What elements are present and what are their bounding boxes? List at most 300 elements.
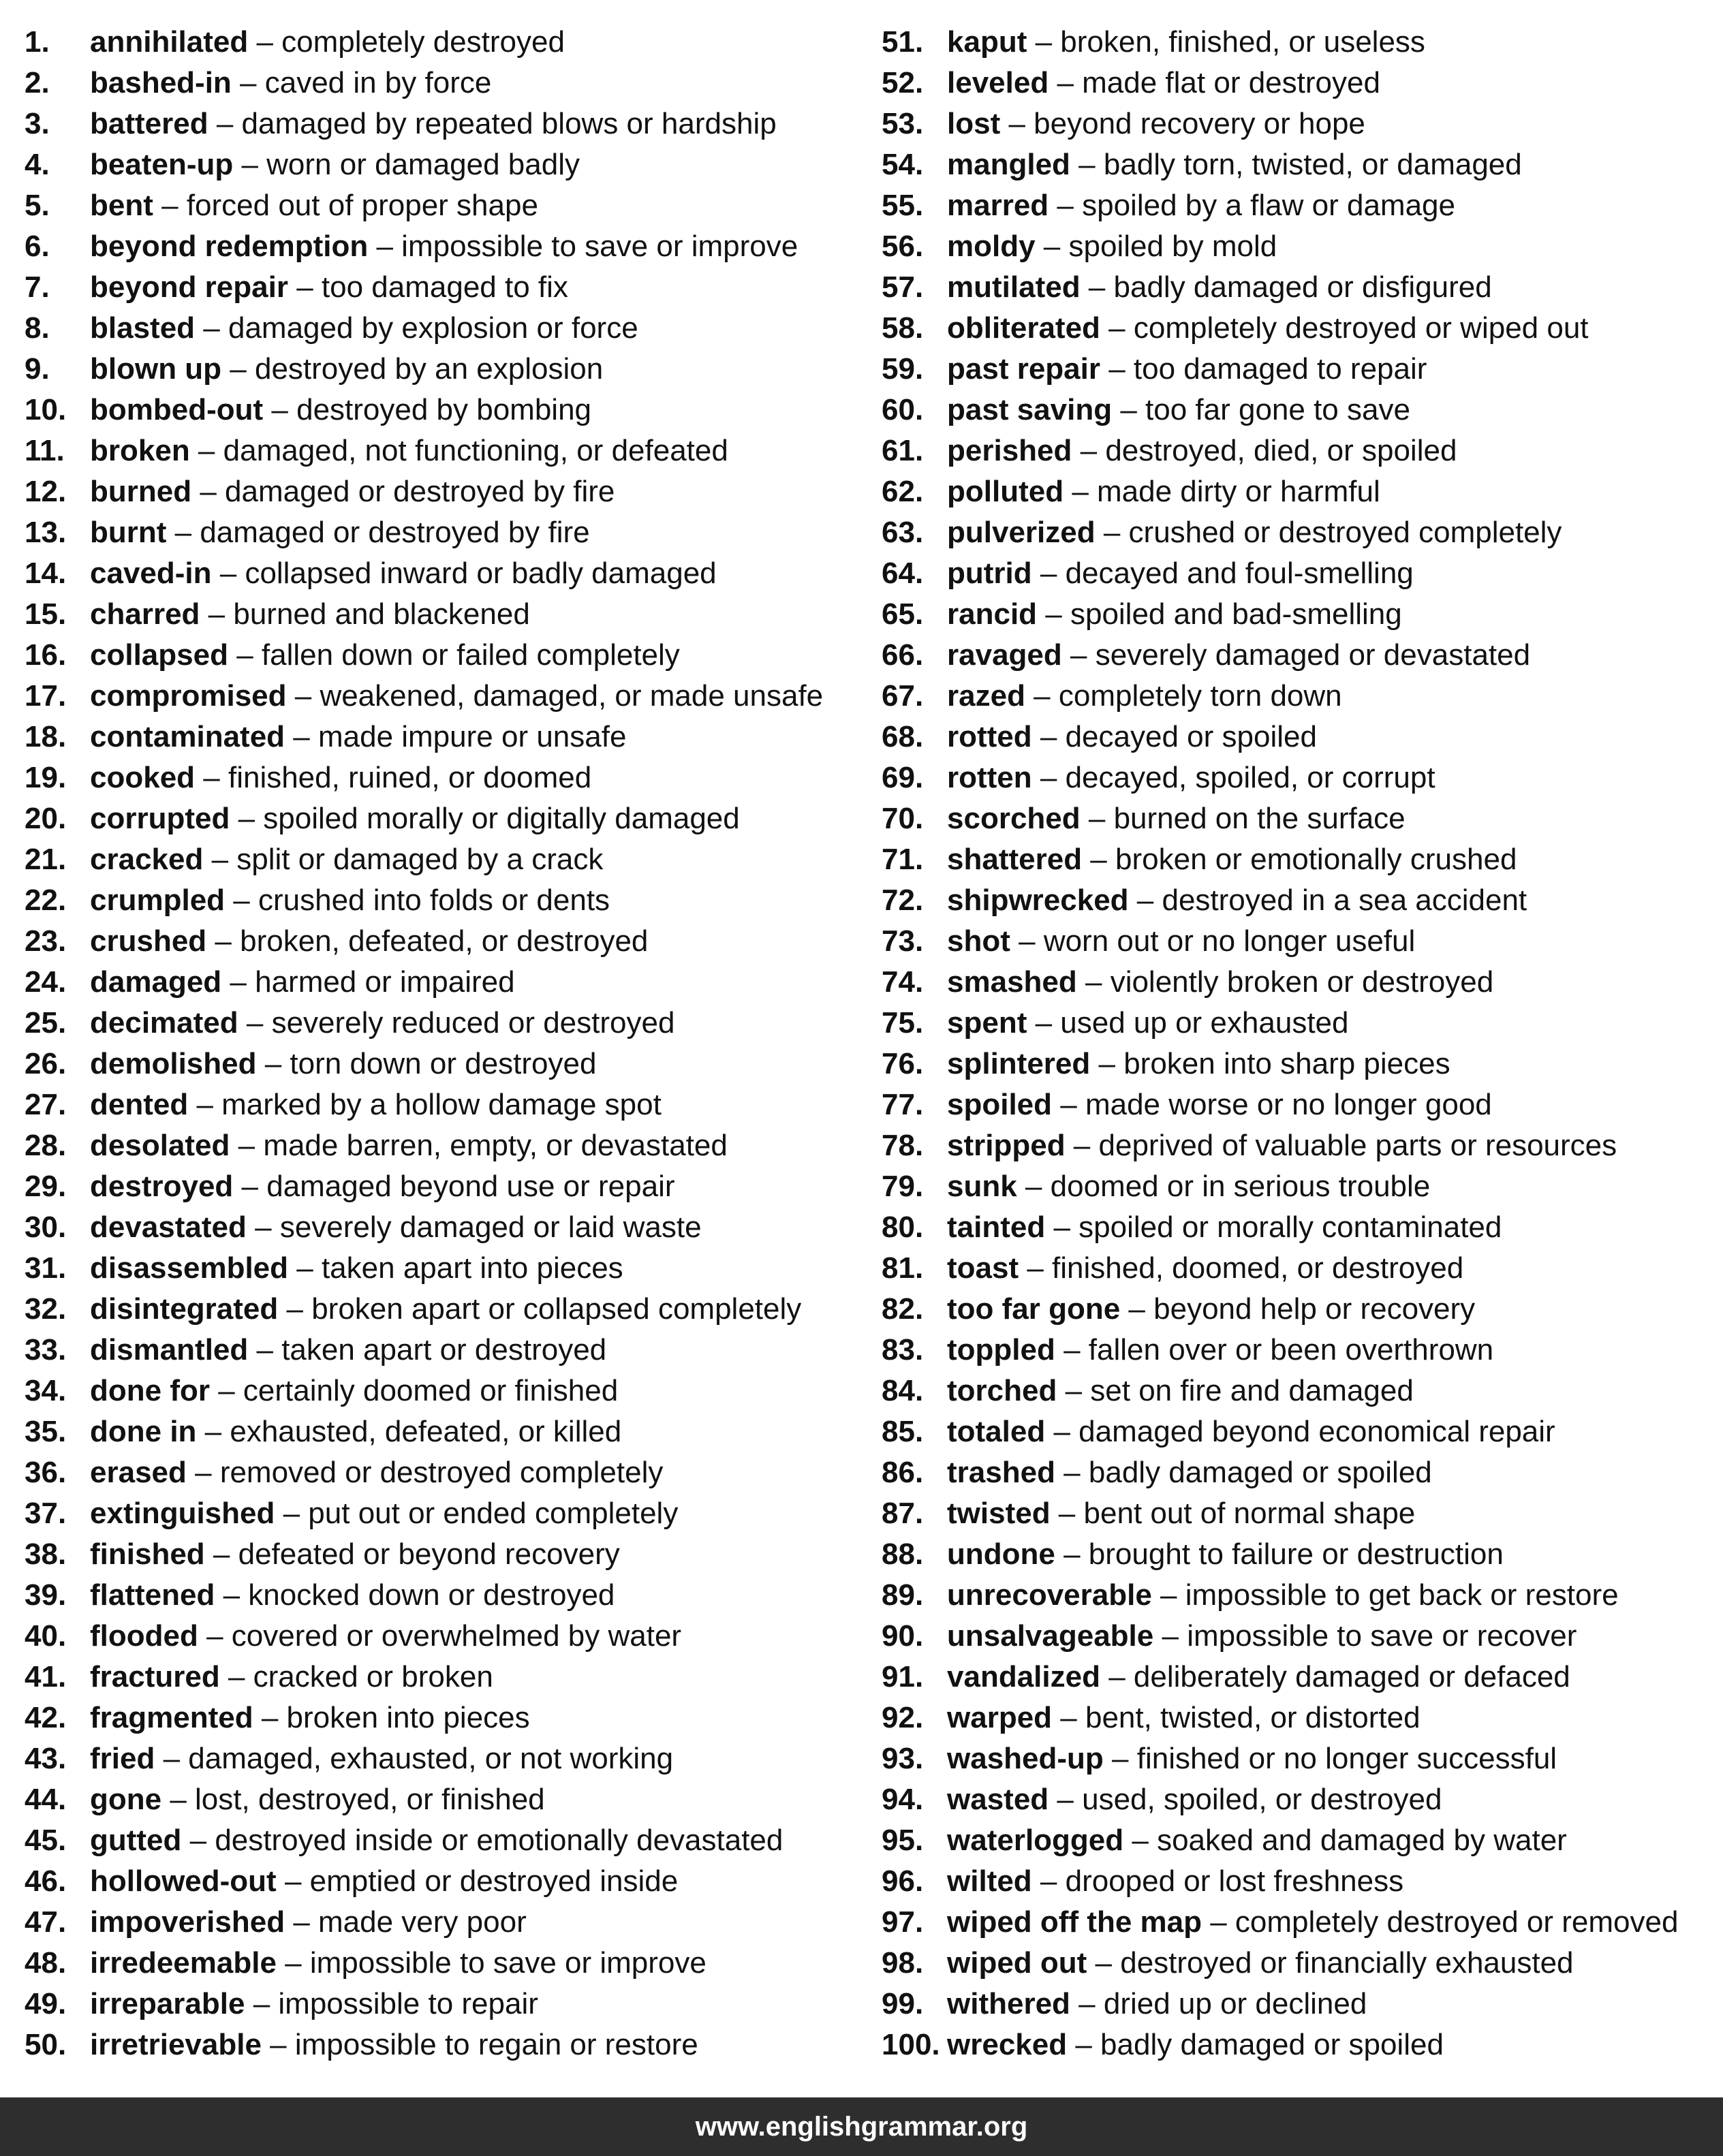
item-word: wrecked <box>947 2028 1068 2061</box>
item-number: 30. <box>25 1210 67 1244</box>
item-definition: decayed or spoiled <box>1065 720 1317 753</box>
item-separator: – <box>285 1905 319 1939</box>
item-definition: made very poor <box>318 1905 527 1939</box>
item-separator: – <box>195 311 228 345</box>
item-word: demolished <box>90 1047 257 1080</box>
item-word: done for <box>90 1374 210 1407</box>
item-separator: – <box>1112 393 1146 426</box>
item-number: 34. <box>25 1374 67 1407</box>
list-item <box>882 839 1720 880</box>
list-item <box>25 1698 876 1738</box>
item-number: 11. <box>25 434 65 467</box>
list-item <box>882 1943 1720 1984</box>
item-word: obliterated <box>947 311 1100 345</box>
item-separator: – <box>1027 1006 1061 1040</box>
item-word: wiped out <box>947 1946 1087 1980</box>
list-item <box>25 471 876 512</box>
item-separator: – <box>248 1333 282 1366</box>
list-item <box>25 1371 876 1411</box>
item-separator: – <box>245 1987 279 2020</box>
item-definition: spoiled morally or digitally damaged <box>263 802 740 835</box>
item-number: 79. <box>882 1170 924 1203</box>
item-separator: – <box>166 516 200 549</box>
item-definition: badly damaged or spoiled <box>1088 1456 1432 1489</box>
item-definition: harmed or impaired <box>255 965 515 999</box>
item-definition: soaked and damaged by water <box>1157 1824 1567 1857</box>
item-number: 60. <box>882 393 924 426</box>
item-definition: decayed and foul-smelling <box>1065 557 1414 590</box>
item-word: wilted <box>947 1864 1032 1898</box>
item-definition: made barren, empty, or devastated <box>263 1129 728 1162</box>
item-number: 96. <box>882 1864 924 1898</box>
item-definition: too damaged to repair <box>1133 352 1427 386</box>
item-word: wasted <box>947 1783 1049 1816</box>
item-definition: used, spoiled, or destroyed <box>1082 1783 1442 1816</box>
list-item <box>882 1820 1720 1861</box>
item-word: blasted <box>90 311 196 345</box>
item-separator: – <box>1080 270 1114 304</box>
item-definition: worn or damaged badly <box>266 148 580 181</box>
list-item <box>25 676 876 717</box>
item-definition: worn out or no longer useful <box>1043 924 1416 958</box>
list-item <box>25 1575 876 1616</box>
item-definition: used up or exhausted <box>1060 1006 1349 1040</box>
list-item <box>882 471 1720 512</box>
item-definition: finished, ruined, or doomed <box>228 761 592 794</box>
item-number: 71. <box>882 843 924 876</box>
item-definition: bent, twisted, or distorted <box>1085 1701 1421 1734</box>
item-definition: completely destroyed <box>281 25 565 59</box>
list-item <box>882 962 1720 1003</box>
list-item <box>882 1616 1720 1657</box>
item-definition: emptied or destroyed inside <box>309 1864 679 1898</box>
item-word: destroyed <box>90 1170 234 1203</box>
item-separator: – <box>1045 1210 1079 1244</box>
item-separator: – <box>1031 557 1066 590</box>
item-word: devastated <box>90 1210 247 1244</box>
list-item <box>882 1125 1720 1166</box>
item-separator: – <box>1052 1088 1085 1121</box>
item-number: 41. <box>25 1660 67 1693</box>
item-word: desolated <box>90 1129 230 1162</box>
item-definition: fallen over or been overthrown <box>1088 1333 1494 1366</box>
item-number: 89. <box>882 1578 924 1612</box>
item-word: washed-up <box>947 1742 1104 1775</box>
footer-url[interactable]: www.englishgrammar.org <box>695 2112 1028 2142</box>
item-word: blown up <box>90 352 222 386</box>
list-item <box>25 63 876 104</box>
list-item <box>25 267 876 308</box>
item-definition: damaged beyond economical repair <box>1078 1415 1555 1448</box>
list-item <box>882 1452 1720 1493</box>
item-number: 4. <box>25 148 50 181</box>
item-number: 77. <box>882 1088 924 1121</box>
item-number: 97. <box>882 1905 924 1939</box>
item-separator: – <box>1045 1415 1079 1448</box>
item-definition: weakened, damaged, or made unsafe <box>320 679 824 713</box>
item-separator: – <box>1031 720 1066 753</box>
item-definition: badly damaged or disfigured <box>1113 270 1492 304</box>
list-item <box>25 594 876 635</box>
item-separator: – <box>1052 1701 1085 1734</box>
item-separator: – <box>1067 2028 1101 2061</box>
item-number: 67. <box>882 679 924 713</box>
item-number: 100. <box>882 2028 940 2061</box>
item-separator: – <box>1065 1129 1099 1162</box>
item-word: totaled <box>947 1415 1046 1448</box>
list-item <box>882 349 1720 390</box>
list-item <box>882 798 1720 839</box>
item-separator: – <box>1000 107 1034 140</box>
item-word: unsalvageable <box>947 1619 1154 1653</box>
item-number: 87. <box>882 1497 924 1530</box>
item-separator: – <box>1049 189 1083 222</box>
item-number: 84. <box>882 1374 924 1407</box>
item-separator: – <box>1057 1374 1091 1407</box>
item-definition: broken into pieces <box>286 1701 530 1734</box>
item-separator: – <box>200 597 234 631</box>
list-item <box>25 839 876 880</box>
item-number: 66. <box>882 638 924 672</box>
item-number: 31. <box>25 1251 67 1285</box>
item-word: trashed <box>947 1456 1055 1489</box>
list-item <box>882 1003 1720 1044</box>
item-word: fried <box>90 1742 155 1775</box>
item-word: toast <box>947 1251 1019 1285</box>
list-item <box>882 185 1720 226</box>
item-number: 85. <box>882 1415 924 1448</box>
item-separator: – <box>225 884 258 917</box>
item-separator: – <box>1035 230 1069 263</box>
list-item <box>882 2025 1720 2065</box>
item-number: 61. <box>882 434 924 467</box>
list-item <box>882 1534 1720 1575</box>
item-definition: destroyed, died, or spoiled <box>1105 434 1457 467</box>
item-definition: damaged by explosion or force <box>228 311 638 345</box>
item-word: burned <box>90 475 192 508</box>
item-word: damaged <box>90 965 222 999</box>
item-separator: – <box>1050 1497 1084 1530</box>
list-item <box>882 1657 1720 1698</box>
item-separator: – <box>248 25 282 59</box>
item-number: 33. <box>25 1333 67 1366</box>
item-separator: – <box>231 66 265 99</box>
list-item <box>882 390 1720 431</box>
item-separator: – <box>288 1251 322 1285</box>
item-word: irreparable <box>90 1987 245 2020</box>
item-separator: – <box>209 1374 243 1407</box>
item-separator: – <box>1064 475 1098 508</box>
item-separator: – <box>1049 1783 1083 1816</box>
list-item <box>882 512 1720 553</box>
item-definition: damaged, exhausted, or not working <box>188 1742 674 1775</box>
item-separator: – <box>161 1783 196 1816</box>
item-definition: damaged or destroyed by fire <box>200 516 590 549</box>
item-definition: destroyed in a sea accident <box>1162 884 1527 917</box>
item-definition: impossible to regain or restore <box>294 2028 698 2061</box>
item-word: spoiled <box>947 1088 1053 1121</box>
item-definition: crushed or destroyed completely <box>1128 516 1562 549</box>
item-definition: impossible to repair <box>278 1987 538 2020</box>
item-number: 38. <box>25 1537 67 1571</box>
list-item <box>882 1575 1720 1616</box>
item-word: disintegrated <box>90 1292 279 1326</box>
list-item <box>25 144 876 185</box>
item-number: 90. <box>882 1619 924 1653</box>
item-definition: dried up or declined <box>1103 1987 1367 2020</box>
item-separator: – <box>228 638 262 672</box>
item-number: 18. <box>25 720 67 753</box>
item-word: mangled <box>947 148 1070 181</box>
item-number: 28. <box>25 1129 67 1162</box>
list-item <box>882 1984 1720 2025</box>
item-definition: broken or emotionally crushed <box>1115 843 1517 876</box>
list-item <box>882 308 1720 349</box>
item-definition: damaged by repeated blows or hardship <box>241 107 777 140</box>
item-definition: broken, finished, or useless <box>1060 25 1425 59</box>
item-word: charred <box>90 597 200 631</box>
footer-bar <box>0 2097 1723 2156</box>
list-item <box>882 63 1720 104</box>
item-number: 99. <box>882 1987 924 2020</box>
item-separator: – <box>1016 1170 1051 1203</box>
item-word: beyond redemption <box>90 230 369 263</box>
list-item <box>882 1289 1720 1330</box>
list-item <box>25 635 876 676</box>
list-item <box>25 1248 876 1289</box>
item-definition: finished or no longer successful <box>1136 1742 1557 1775</box>
item-word: dismantled <box>90 1333 249 1366</box>
item-word: caved-in <box>90 557 212 590</box>
item-number: 1. <box>25 25 50 59</box>
item-separator: – <box>276 1864 310 1898</box>
item-definition: made worse or no longer good <box>1085 1088 1492 1121</box>
item-number: 10. <box>25 393 67 426</box>
item-number: 43. <box>25 1742 67 1775</box>
item-number: 25. <box>25 1006 67 1040</box>
item-number: 52. <box>882 66 924 99</box>
item-definition: badly damaged or spoiled <box>1100 2028 1444 2061</box>
item-word: beaten-up <box>90 148 234 181</box>
item-definition: finished, doomed, or destroyed <box>1052 1251 1464 1285</box>
item-definition: decayed, spoiled, or corrupt <box>1065 761 1435 794</box>
item-definition: crushed into folds or dents <box>258 884 610 917</box>
item-number: 21. <box>25 843 67 876</box>
item-separator: – <box>238 1006 272 1040</box>
item-word: rancid <box>947 597 1038 631</box>
item-word: irredeemable <box>90 1946 277 1980</box>
item-definition: too far gone to save <box>1145 393 1410 426</box>
item-definition: completely destroyed or removed <box>1235 1905 1679 1939</box>
item-word: pulverized <box>947 516 1096 549</box>
item-word: bombed-out <box>90 393 264 426</box>
item-separator: – <box>263 393 297 426</box>
list-item <box>882 1861 1720 1902</box>
item-definition: destroyed inside or emotionally devastated <box>215 1824 783 1857</box>
item-word: spent <box>947 1006 1027 1040</box>
item-word: erased <box>90 1456 187 1489</box>
item-number: 47. <box>25 1905 67 1939</box>
list-item <box>25 226 876 267</box>
list-item <box>882 267 1720 308</box>
list-item <box>25 390 876 431</box>
list-item <box>882 880 1720 921</box>
item-number: 55. <box>882 189 924 222</box>
item-word: marred <box>947 189 1049 222</box>
item-definition: broken, defeated, or destroyed <box>240 924 649 958</box>
item-number: 23. <box>25 924 67 958</box>
list-item <box>25 1779 876 1820</box>
list-item <box>25 1044 876 1084</box>
item-number: 64. <box>882 557 924 590</box>
item-number: 53. <box>882 107 924 140</box>
item-definition: spoiled by mold <box>1068 230 1277 263</box>
item-separator: – <box>195 761 228 794</box>
item-word: extinguished <box>90 1497 275 1530</box>
item-definition: marked by a hollow damage spot <box>221 1088 662 1121</box>
item-number: 92. <box>882 1701 924 1734</box>
item-number: 24. <box>25 965 67 999</box>
item-separator: – <box>230 1129 264 1162</box>
item-separator: – <box>215 1578 249 1612</box>
item-word: sunk <box>947 1170 1017 1203</box>
item-definition: beyond help or recovery <box>1153 1292 1476 1326</box>
item-word: scorched <box>947 802 1081 835</box>
item-definition: removed or destroyed completely <box>219 1456 664 1489</box>
item-word: razed <box>947 679 1025 713</box>
list-item <box>25 1657 876 1698</box>
item-word: annihilated <box>90 25 249 59</box>
item-separator: – <box>368 230 402 263</box>
item-word: bent <box>90 189 153 222</box>
item-word: burnt <box>90 516 167 549</box>
item-definition: completely destroyed or wiped out <box>1133 311 1589 345</box>
list-item <box>882 1044 1720 1084</box>
item-separator: – <box>278 1292 312 1326</box>
item-separator: – <box>1202 1905 1235 1939</box>
item-word: wiped off the map <box>947 1905 1202 1939</box>
list-item <box>25 349 876 390</box>
list-item <box>882 1779 1720 1820</box>
item-word: perished <box>947 434 1072 467</box>
list-item <box>25 962 876 1003</box>
item-number: 40. <box>25 1619 67 1653</box>
item-number: 98. <box>882 1946 924 1980</box>
item-number: 7. <box>25 270 50 304</box>
item-separator: – <box>1055 1333 1089 1366</box>
item-number: 27. <box>25 1088 67 1121</box>
item-number: 88. <box>882 1537 924 1571</box>
list-item <box>25 431 876 471</box>
item-number: 86. <box>882 1456 924 1489</box>
item-number: 80. <box>882 1210 924 1244</box>
item-definition: damaged or destroyed by fire <box>225 475 615 508</box>
item-word: crushed <box>90 924 207 958</box>
list-item <box>882 921 1720 962</box>
item-separator: – <box>196 1415 230 1448</box>
item-definition: broken into sharp pieces <box>1123 1047 1450 1080</box>
item-definition: knocked down or destroyed <box>248 1578 615 1612</box>
item-definition: caved in by force <box>264 66 492 99</box>
item-word: putrid <box>947 557 1032 590</box>
item-separator: – <box>198 1619 232 1653</box>
list-item <box>882 1493 1720 1534</box>
item-number: 91. <box>882 1660 924 1693</box>
item-separator: – <box>1076 965 1111 999</box>
item-number: 12. <box>25 475 67 508</box>
item-number: 5. <box>25 189 50 222</box>
item-separator: – <box>204 1537 238 1571</box>
list-item <box>882 1411 1720 1452</box>
item-number: 54. <box>882 148 924 181</box>
item-separator: – <box>275 1497 309 1530</box>
item-separator: – <box>186 1456 220 1489</box>
item-number: 20. <box>25 802 67 835</box>
list-item <box>25 1411 876 1452</box>
item-separator: – <box>233 1170 267 1203</box>
item-word: gutted <box>90 1824 182 1857</box>
item-word: irretrievable <box>90 2028 262 2061</box>
item-definition: cracked or broken <box>253 1660 493 1693</box>
item-separator: – <box>191 475 226 508</box>
item-number: 69. <box>882 761 924 794</box>
item-separator: – <box>1072 434 1106 467</box>
item-word: undone <box>947 1537 1055 1571</box>
item-number: 22. <box>25 884 67 917</box>
item-separator: – <box>1100 352 1134 386</box>
list-item <box>882 1084 1720 1125</box>
item-definition: impossible to get back or restore <box>1185 1578 1619 1612</box>
item-number: 81. <box>882 1251 924 1285</box>
item-separator: – <box>1027 25 1061 59</box>
item-number: 65. <box>882 597 924 631</box>
list-item <box>882 1207 1720 1248</box>
item-separator: – <box>1120 1292 1154 1326</box>
item-word: cooked <box>90 761 196 794</box>
item-definition: badly torn, twisted, or damaged <box>1103 148 1522 181</box>
item-number: 3. <box>25 107 50 140</box>
list-item <box>882 1330 1720 1371</box>
item-separator: – <box>1031 1864 1066 1898</box>
item-word: flattened <box>90 1578 215 1612</box>
list-item <box>25 1493 876 1534</box>
item-word: contaminated <box>90 720 285 753</box>
item-word: rotted <box>947 720 1032 753</box>
item-definition: deprived of valuable parts or resources <box>1098 1129 1617 1162</box>
item-word: rotten <box>947 761 1032 794</box>
item-definition: severely damaged or laid waste <box>279 1210 702 1244</box>
item-word: leveled <box>947 66 1049 99</box>
item-number: 70. <box>882 802 924 835</box>
list-item <box>25 1861 876 1902</box>
item-definition: brought to failure or destruction <box>1088 1537 1504 1571</box>
item-number: 16. <box>25 638 67 672</box>
item-separator: – <box>256 1047 290 1080</box>
item-definition: severely reduced or destroyed <box>271 1006 675 1040</box>
list-item <box>25 1084 876 1125</box>
item-definition: made dirty or harmful <box>1097 475 1380 508</box>
item-number: 29. <box>25 1170 67 1203</box>
item-definition: made flat or destroyed <box>1082 66 1380 99</box>
item-definition: forced out of proper shape <box>186 189 538 222</box>
item-word: ravaged <box>947 638 1062 672</box>
item-number: 76. <box>882 1047 924 1080</box>
item-definition: damaged beyond use or repair <box>266 1170 675 1203</box>
item-definition: beyond recovery or hope <box>1034 107 1365 140</box>
item-definition: bent out of normal shape <box>1083 1497 1416 1530</box>
item-definition: destroyed or financially exhausted <box>1120 1946 1574 1980</box>
list-item <box>882 676 1720 717</box>
